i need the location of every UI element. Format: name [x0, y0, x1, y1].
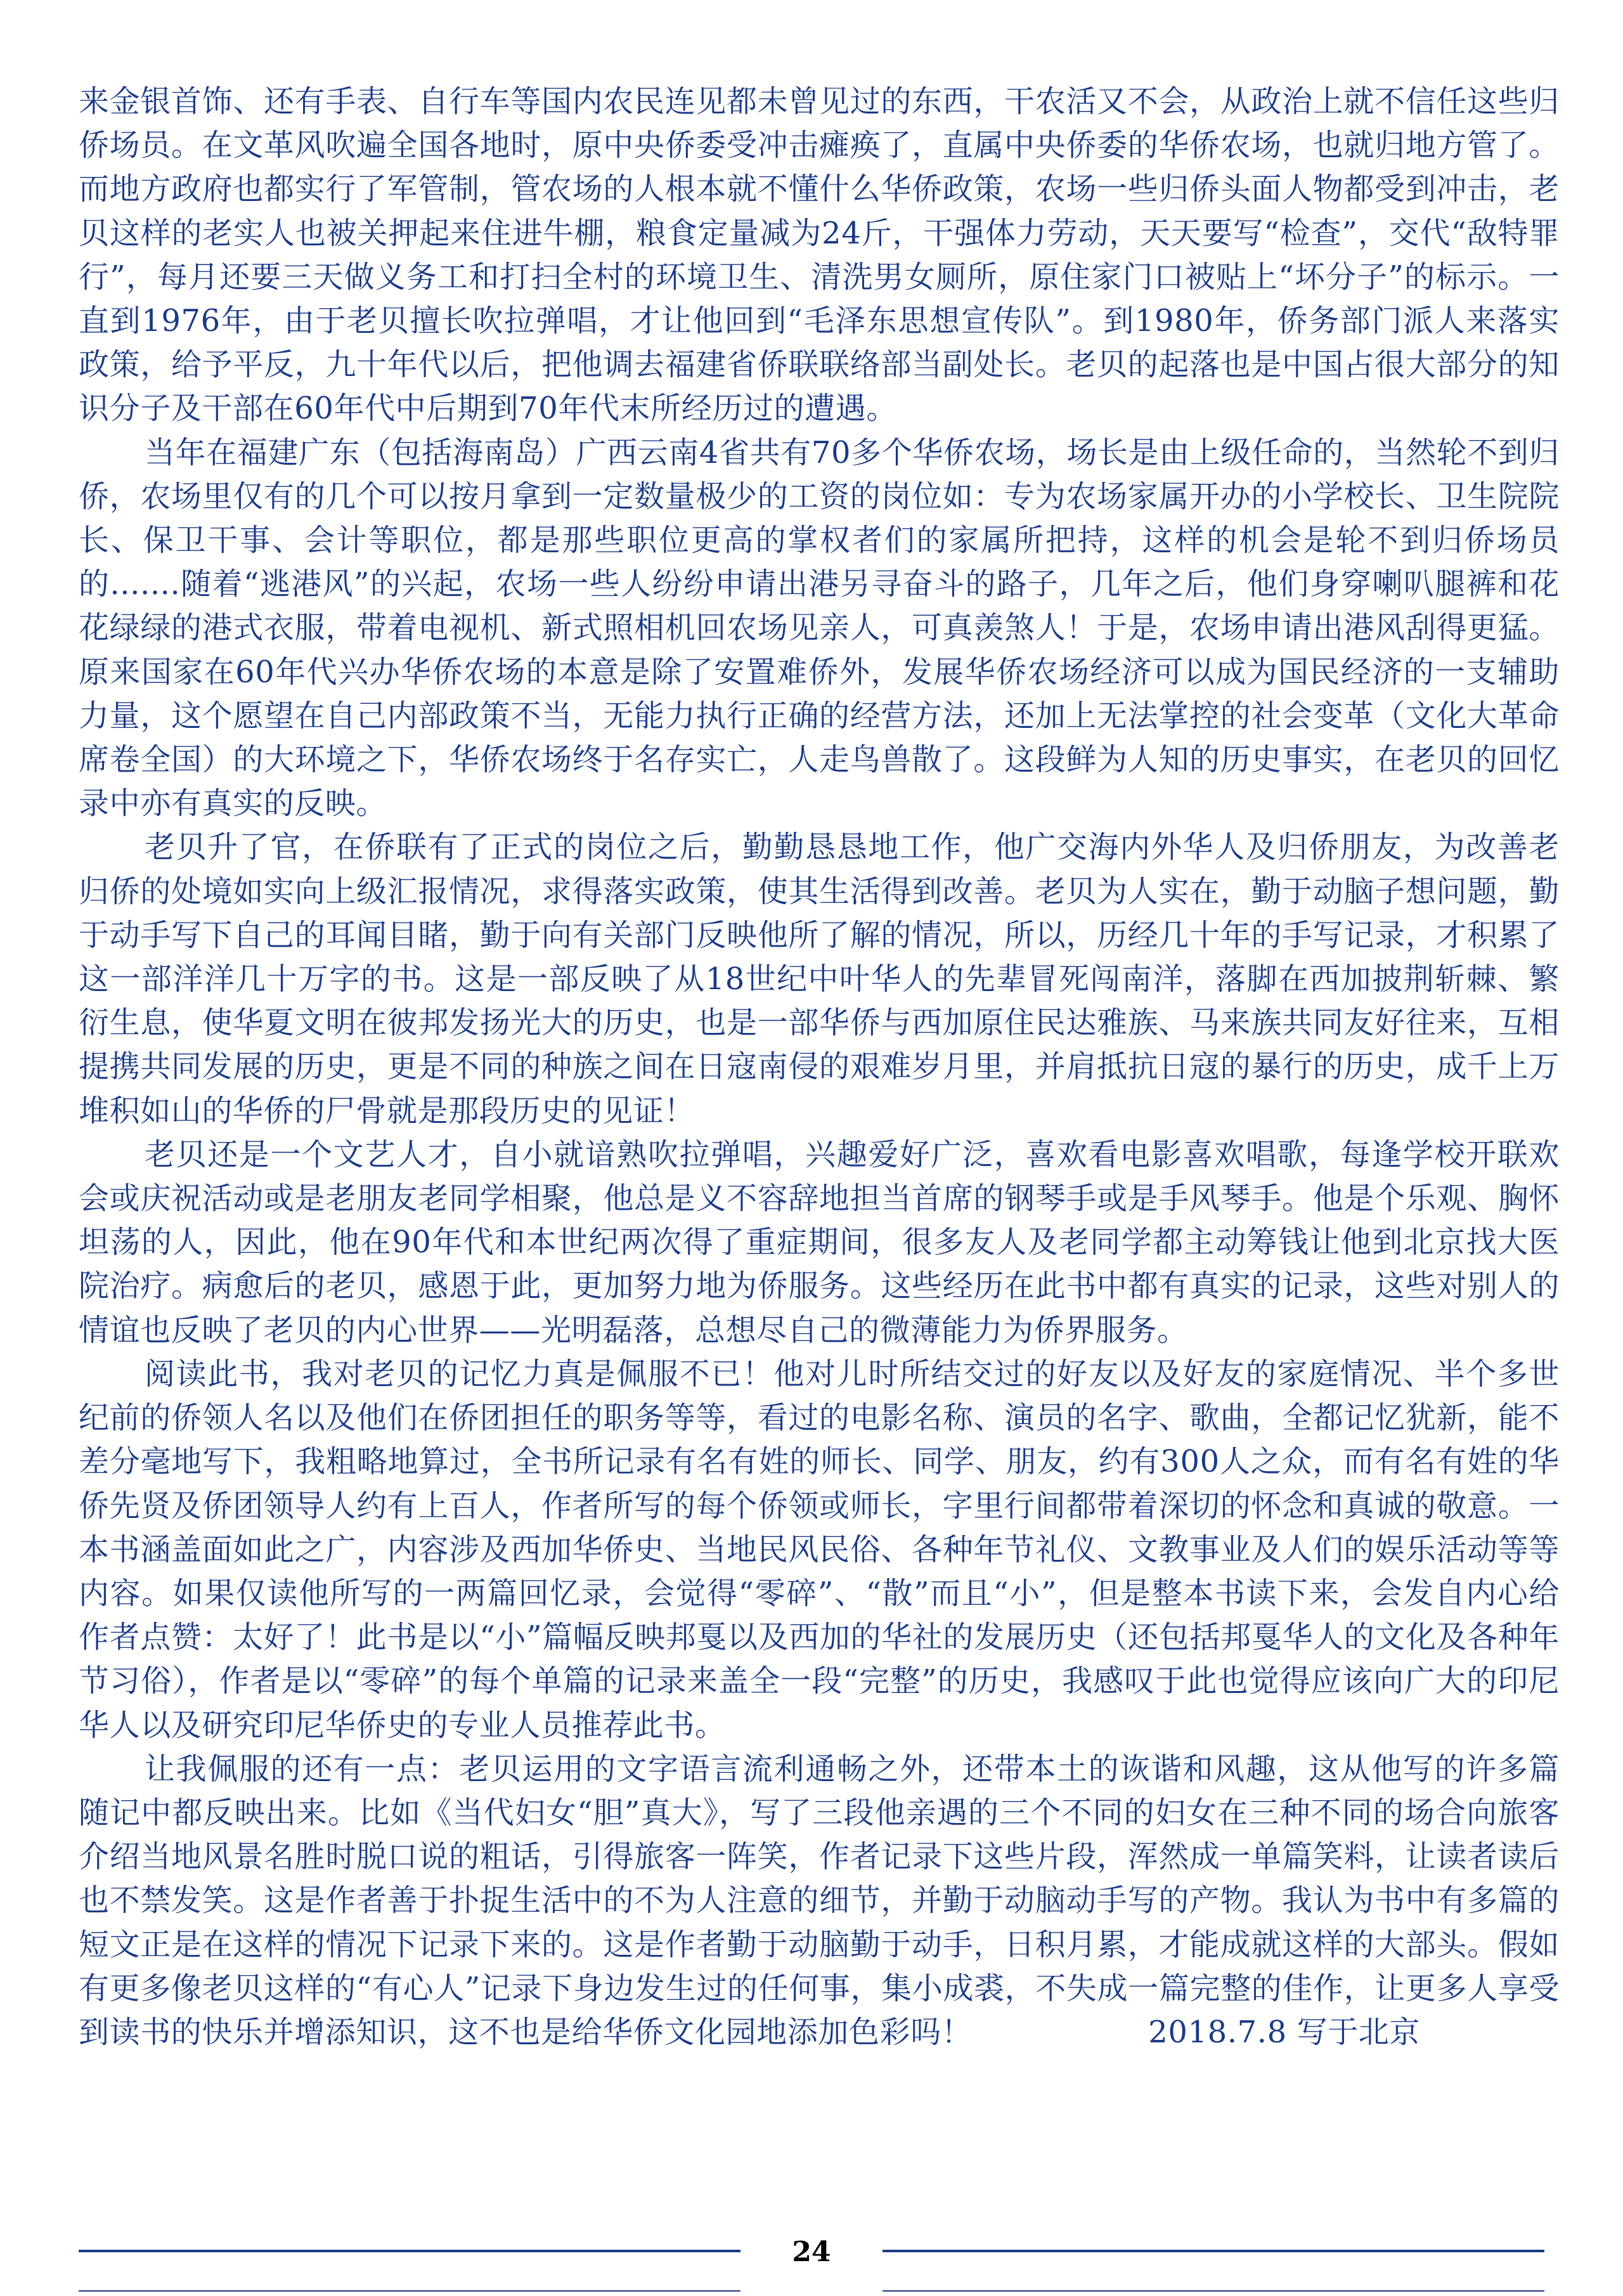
- footer-rule-bottom-right: [883, 2290, 1544, 2292]
- paragraph-5: 阅读此书，我对老贝的记忆力真是佩服不已！他对儿时所结交过的好友以及好友的家庭情况、半个多世纪前的侨领人名以及他们在侨团担任的职务等等，看过的电影名称、演员的名字、歌曲，全都记忆犹新，能不差分毫地写下，我粗略地算过，全书所记录有名有姓的师长、同学、朋友，约有300人之众，而有名有姓的华侨先贤及侨团领导人约有上百人，作者所写的每个侨领或师长，字里行间都带着深切的怀念和真诚的敬意。一本书涵盖面如此之广，内容涉及西加华侨史、当地民风民俗、各种年节礼仪、文教事业及人们的娱乐活动等等内容。如果仅读他所写的一两篇回忆录，会觉得“零碎”、“散”而且“小”，但是整本书读下来，会发自内心给作者点赞：太好了！此书是以“小”篇幅反映邦戛以及西加的华社的发展历史（还包括邦戛华人的文化及各种年节习俗），作者是以“零碎”的每个单篇的记录来盖全一段“完整”的历史，我感叹于此也觉得应该向广大的印尼华人以及研究印尼华侨史的专业人员推荐此书。: [79, 1356, 1560, 1743]
- page-footer: [0, 2232, 1623, 2295]
- paragraph-3: 老贝升了官，在侨联有了正式的岗位之后，勤勤恳恳地工作，他广交海内外华人及归侨朋友，为改善老归侨的处境如实向上级汇报情况，求得落实政策，使其生活得到改善。老贝为人实在，勤于动脑子想问题，勤于动手写下自己的耳闻目睹，勤于向有关部门反映他所了解的情况，所以，历经几十年的手写记录，才积累了这一部洋洋几十万字的书。这是一部反映了从18世纪中叶华人的先辈冒死闯南洋，落脚在西加披荆斩棘、繁衍生息，使华夏文明在彼邦发扬光大的历史，也是一部华侨与西加原住民达雅族、马来族共同友好往来，互相提携共同发展的历史，更是不同的种族之间在日寇南侵的艰难岁月里，并肩抵抗日寇的暴行的历史，成千上万堆积如山的华侨的尸骨就是那段历史的见证！: [79, 829, 1560, 1129]
- footer-rule-bottom-left: [79, 2290, 740, 2292]
- signature: 2018.7.8 写于北京: [1148, 2014, 1420, 2050]
- body-text: [79, 80, 1560, 2054]
- paragraph-4: 老贝还是一个文艺人才，自小就谙熟吹拉弹唱，兴趣爱好广泛，喜欢看电影喜欢唱歌，每逢学校开联欢会或庆祝活动或是老朋友老同学相聚，他总是义不容辞地担当首席的钢琴手或是手风琴手。他是个乐观、胸怀坦荡的人，因此，他在90年代和本世纪两次得了重症期间，很多友人及老同学都主动筹钱让他到北京找大医院治疗。病愈后的老贝，感恩于此，更加努力地为侨服务。这些经历在此书中都有真实的记录，这些对别人的情谊也反映了老贝的内心世界——光明磊落，总想尽自己的微薄能力为侨界服务。: [79, 1136, 1560, 1348]
- paragraph-1: 来金银首饰、还有手表、自行车等国内农民连见都未曾见过的东西，干农活又不会，从政治上就不信任这些归侨场员。在文革风吹遍全国各地时，原中央侨委受冲击瘫痪了，直属中央侨委的华侨农场，也就归地方管了。而地方政府也都实行了军管制，管农场的人根本就不懂什么华侨政策，农场一些归侨头面人物都受到冲击，老贝这样的老实人也被关押起来住进牛棚，粮食定量减为24斤，干强体力劳动，天天要写“检查”，交代“敌特罪行”，每月还要三天做义务工和打扫全村的环境卫生、清洗男女厕所，原住家门口被贴上“坏分子”的标示。一直到1976年，由于老贝擅长吹拉弹唱，才让他回到“毛泽东思想宣传队”。到1980年，侨务部门派人来落实政策，给予平反，九十年代以后，把他调去福建省侨联联络部当副处长。老贝的起落也是中国占很大部分的知识分子及干部在60年代中后期到70年代末所经历过的遭遇。: [79, 84, 1560, 427]
- page-number: 24: [792, 2236, 831, 2268]
- footer-rule-top-left: [79, 2250, 740, 2252]
- paragraph-2: 当年在福建广东（包括海南岛）广西云南4省共有70多个华侨农场，场长是由上级任命的，当然轮不到归侨，农场里仅有的几个可以按月拿到一定数量极少的工资的岗位如：专为农场家属开办的小学校长、卫生院院长、保卫干事、会计等职位，都是那些职位更高的掌权者们的家属所把持，这样的机会是轮不到归侨场员的.......随着“逃港风”的兴起，农场一些人纷纷申请出港另寻奋斗的路子，几年之后，他们身穿喇叭腿裤和花花绿绿的港式衣服，带着电视机、新式照相机回农场见亲人，可真羡煞人！于是，农场申请出港风刮得更猛。原来国家在60年代兴办华侨农场的本意是除了安置难侨外，发展华侨农场经济可以成为国民经济的一支辅助力量，这个愿望在自己内部政策不当，无能力执行正确的经营方法，还加上无法掌控的社会变革（文化大革命席卷全国）的大环境之下，华侨农场终于名存实亡，人走鸟兽散了。这段鲜为人知的历史事实，在老贝的回忆录中亦有真实的反映。: [79, 434, 1560, 822]
- paragraph-6-text: 让我佩服的还有一点：老贝运用的文字语言流利通畅之外，还带本土的诙谐和风趣，这从他写的许多篇随记中都反映出来。比如《当代妇女“胆”真大》，写了三段他亲遇的三个不同的妇女在三种不同的场合向旅客介绍当地风景名胜时脱口说的粗话，引得旅客一阵笑，作者记录下这些片段，浑然成一单篇笑料，让读者读后也不禁发笑。这是作者善于扑捉生活中的不为人注意的细节，并勤于动脑动手写的产物。我认为书中有多篇的短文正是在这样的情况下记录下来的。这是作者勤于动脑勤于动手，日积月累，才能成就这样的大部头。假如有更多像老贝这样的“有心人”记录下身边发生过的任何事，集小成裘，不失成一篇完整的佳作，让更多人享受到读书的快乐并增添知识，这不也是给华侨文化园地添加色彩吗！: [79, 1751, 1560, 2050]
- paragraph-6: [79, 1748, 1560, 2054]
- footer-rule-top-right: [883, 2250, 1544, 2252]
